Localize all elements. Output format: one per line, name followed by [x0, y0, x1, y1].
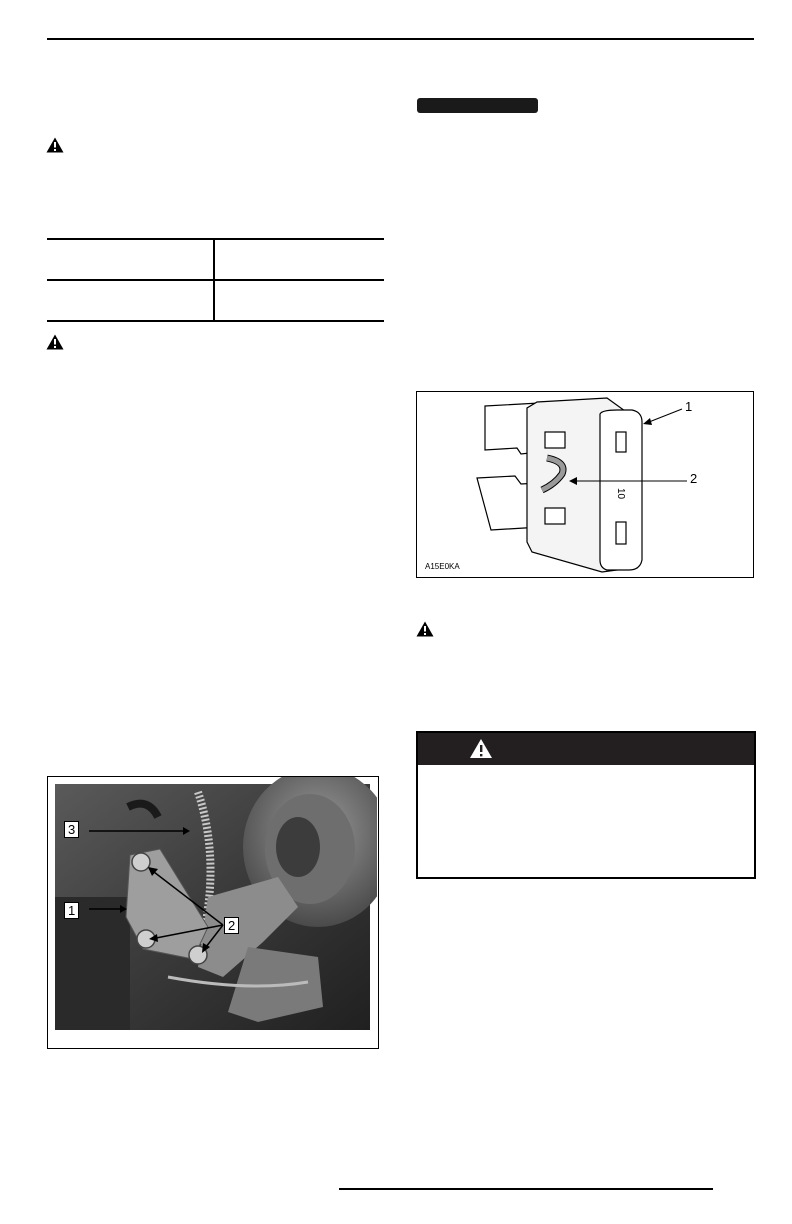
- spec-table: [47, 238, 384, 322]
- warning-triangle-icon: [416, 621, 434, 637]
- warning-triangle-icon: [46, 137, 64, 153]
- svg-text:10: 10: [615, 488, 626, 500]
- table-rule-middle: [47, 279, 384, 281]
- fuse-figure: [416, 391, 754, 578]
- table-column-divider: [213, 238, 215, 322]
- assembly-photo: [48, 777, 377, 1047]
- table-rule-top: [47, 238, 384, 240]
- warning-box: [416, 731, 756, 879]
- callout-3: 3: [64, 821, 79, 838]
- wheel-sensor-photo-figure: [47, 776, 379, 1049]
- callout-1: 1: [64, 902, 79, 919]
- warning-triangle-icon: [46, 334, 64, 350]
- fuse-drawing: [417, 392, 752, 576]
- header-rule: [47, 38, 754, 40]
- callout-1: 1: [685, 399, 693, 414]
- figure-code: A15E0KA: [425, 562, 460, 571]
- warning-header: [418, 733, 754, 765]
- callout-2: 2: [690, 471, 698, 486]
- section-heading-pill: [417, 98, 538, 113]
- warning-triangle-icon: [469, 738, 493, 759]
- callout-2: 2: [224, 917, 239, 934]
- footer-rule: [339, 1188, 713, 1190]
- table-rule-bottom: [47, 320, 384, 322]
